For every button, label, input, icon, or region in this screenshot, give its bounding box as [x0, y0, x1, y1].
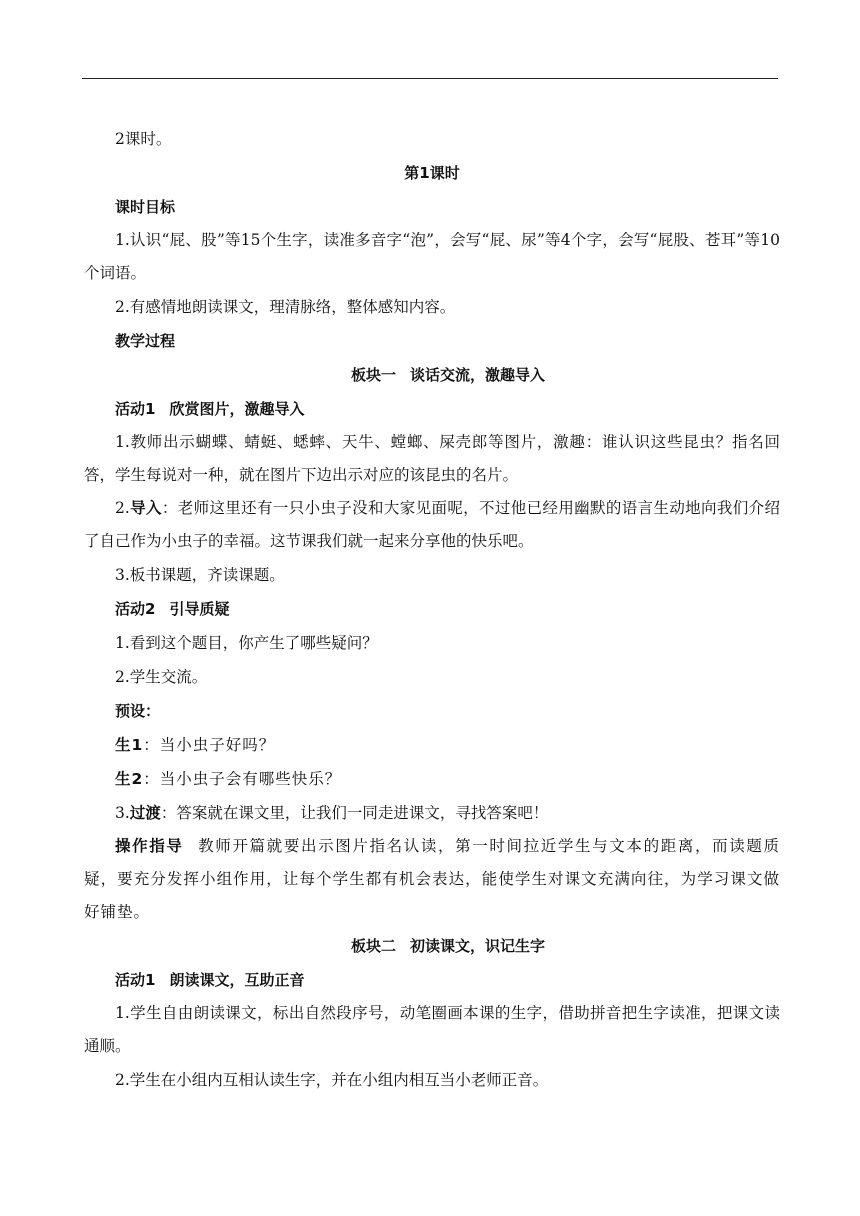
block1-act2-p2: 2.学生交流。: [115, 668, 208, 686]
lead-word: 过渡: [129, 804, 161, 822]
item-text: ：老师这里还有一只小虫子没和大家见面呢，不过他已经用幽默的语言生动地向我们介绍了自己作为小虫子的幸福。这节课我们就一起来分享他的快乐吧。: [84, 499, 780, 550]
block1-name: 谈话交流，激趣导入: [410, 366, 546, 384]
student-1-line: [84, 728, 780, 762]
goal-item-2: 2.有感情地朗读课文，理清脉络，整体感知内容。: [115, 298, 456, 316]
block1-act1-p1: 1.教师出示蝴蝶、蜻蜓、蟋蟀、天牛、螳螂、屎壳郎等图片，激趣：谁认识这些昆虫？指名回答，学生每说对一种，就在图片下边出示对应的该昆虫的名片。: [84, 433, 780, 484]
student-1-label: 生1: [115, 736, 144, 754]
document-body: [84, 122, 780, 1097]
header-rule: [82, 78, 778, 79]
student-2-label: 生2: [115, 770, 144, 788]
block1-activity1-heading: [84, 392, 780, 426]
item-number: 2.: [115, 499, 130, 517]
activity-title: 朗读课文，互助正音: [169, 971, 305, 989]
block2-activity1-heading: [84, 963, 780, 997]
block1-activity2-heading: [84, 592, 780, 626]
block1-act2-p1: 1.看到这个题目，你产生了哪些疑问？: [115, 634, 378, 652]
item-text: ：答案就在课文里，让我们一同走进课文，寻找答案吧！: [160, 804, 549, 822]
student-1-text: ：当小虫子好吗？: [143, 736, 276, 754]
operation-guide: [84, 830, 780, 929]
lead-word: 导入: [129, 499, 162, 517]
goals-heading: 课时目标: [115, 198, 176, 216]
process-heading: 教学过程: [115, 332, 176, 350]
preset-label: 预设：: [115, 702, 161, 720]
activity-label: 活动1: [115, 971, 156, 989]
item-number: 3.: [115, 804, 130, 822]
block1-act1-p2: [84, 492, 780, 558]
block1-title: [84, 358, 780, 392]
block2-number: 板块二: [350, 937, 396, 955]
block1-number: 板块一: [350, 366, 396, 384]
goal-item-1: 1.认识“屁、股”等15个生字，读准多音字“泡”，会写“屁、尿”等4个字，会写“屁股、苍耳”等10个词语。: [84, 231, 780, 282]
guide-label: 操作指导: [115, 837, 184, 855]
block2-title: [84, 929, 780, 963]
block2-name: 初读课文，识记生字: [410, 937, 546, 955]
activity-label: 活动1: [115, 400, 156, 418]
guide-text: 教师开篇就要出示图片指名认读，第一时间拉近学生与文本的距离，而读题质疑，要充分发挥小组作用，让每个学生都有机会表达，能使学生对课文充满向往，为学习课文做好铺垫。: [84, 837, 780, 921]
block2-act1-p2: 2.学生在小组内互相认读生字，并在小组内相互当小老师正音。: [115, 1071, 549, 1089]
block2-act1-p1: 1.学生自由朗读课文，标出自然段序号，动笔圈画本课的生字，借助拼音把生字读准，把课文读通顺。: [84, 1004, 780, 1055]
student-2-line: [84, 762, 780, 796]
block1-act1-p3: 3.板书课题，齐读课题。: [115, 566, 285, 584]
activity-label: 活动2: [115, 600, 156, 618]
lesson-count: 2课时。: [115, 130, 172, 148]
activity-title: 引导质疑: [169, 600, 230, 618]
activity-title: 欣赏图片，激趣导入: [169, 400, 305, 418]
student-2-text: ：当小虫子会有哪些快乐？: [143, 770, 342, 788]
period-title: 第1课时: [404, 164, 460, 182]
block1-act2-p3: [84, 796, 780, 830]
